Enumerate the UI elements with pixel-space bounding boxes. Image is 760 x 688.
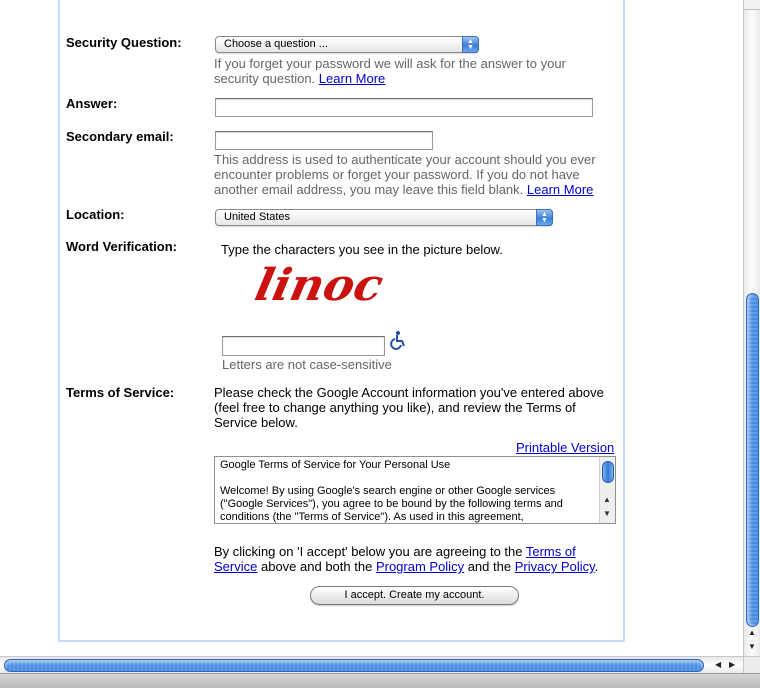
scroll-right-arrow-icon[interactable]: ▶ (729, 660, 736, 669)
security-question-select[interactable] (215, 36, 479, 53)
agreement-end: . (594, 559, 599, 574)
location-select[interactable] (215, 209, 553, 226)
window-horizontal-scrollbar[interactable] (0, 656, 743, 673)
scroll-down-arrow-icon[interactable]: ▼ (748, 642, 756, 651)
scrollbar-cap (744, 0, 760, 10)
scroll-left-arrow-icon[interactable]: ◀ (715, 660, 722, 669)
select-arrows-icon: ▲ ▼ (536, 209, 553, 226)
status-bar (0, 673, 760, 688)
agreement-and: and the (467, 559, 512, 574)
terms-scroll-thumb[interactable] (602, 461, 614, 483)
horizontal-scroll-thumb[interactable] (4, 659, 704, 672)
security-question-selected: Choose a question ... (224, 38, 328, 50)
answer-input[interactable] (215, 98, 593, 117)
program-policy-link[interactable]: Program Policy (375, 559, 465, 574)
captcha-input[interactable] (222, 336, 385, 356)
printable-version-link[interactable]: Printable Version (516, 440, 615, 455)
select-arrows-icon: ▲ ▼ (462, 36, 479, 53)
agreement-prefix: By clicking on 'I accept' below you are agreeing to the (214, 544, 523, 559)
terms-box-title: Google Terms of Service for Your Personal Use (220, 459, 451, 471)
privacy-policy-link[interactable]: Privacy Policy (514, 559, 595, 574)
terms-scrollbar[interactable] (599, 457, 615, 523)
terms-text (220, 459, 596, 524)
secondary-email-label: Secondary email: (66, 129, 174, 144)
security-question-learn-more-link[interactable]: Learn More (318, 71, 386, 86)
location-label: Location: (66, 207, 125, 222)
terms-label: Terms of Service: (66, 385, 175, 400)
captcha-image (250, 258, 396, 320)
window-vertical-scrollbar[interactable] (743, 0, 760, 656)
scroll-down-arrow-icon[interactable]: ▼ (603, 509, 611, 518)
secondary-email-help-text: This address is used to authenticate your account should you ever encounter problems or forget your password. If you do not have another email address, you may leave this field blank. (214, 152, 596, 197)
location-selected: United States (224, 211, 291, 223)
terms-of-service-link[interactable]: Terms of Service (214, 544, 576, 574)
wheelchair-icon[interactable] (389, 330, 409, 350)
word-verification-label: Word Verification: (66, 239, 177, 254)
secondary-email-input[interactable] (215, 131, 433, 150)
security-question-help-text: If you forget your password we will ask for the answer to your security question. (214, 56, 566, 86)
vertical-scroll-thumb[interactable] (746, 293, 759, 627)
secondary-email-help (214, 152, 614, 197)
security-question-help (214, 56, 609, 86)
captcha-text: linoc (250, 259, 384, 311)
terms-box-body: Welcome! By using Google's search engine or other Google services ("Google Services"), you agree to be bound by the following terms and conditions (the "Terms of Service"). As used in this agreement, (220, 485, 563, 523)
answer-label: Answer: (66, 96, 118, 111)
agreement-mid: above and both the (260, 559, 373, 574)
accept-button[interactable]: I accept. Create my account. (310, 586, 519, 605)
terms-intro: Please check the Google Account information you've entered above (feel free to change anything you like), and review the Terms of Service below. (214, 385, 604, 430)
scroll-up-arrow-icon[interactable]: ▲ (748, 628, 756, 637)
agreement-text (214, 544, 614, 574)
case-sensitivity-note: Letters are not case-sensitive (222, 357, 392, 372)
secondary-email-learn-more-link[interactable]: Learn More (526, 182, 594, 197)
terms-textbox[interactable] (214, 456, 616, 524)
scroll-up-arrow-icon[interactable]: ▲ (603, 495, 611, 504)
security-question-label: Security Question: (66, 35, 182, 50)
word-verification-instruction: Type the characters you see in the picture below. (221, 242, 503, 257)
scrollbar-corner (743, 656, 760, 673)
